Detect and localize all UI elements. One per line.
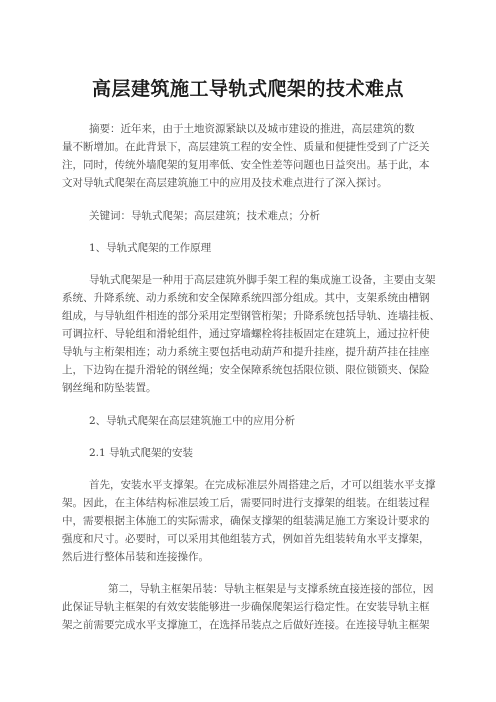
- section-heading-1: 1、导轨式爬架的工作原理: [89, 242, 212, 254]
- body-line: 组成，与导轨组件相连的部分采用定型钢管桁架；升降系统包括导轨、连墙挂板、: [62, 310, 440, 322]
- body-line: 系统、升降系统、动力系统和安全保障系统四部分组成。其中，支架系统由槽钢: [62, 292, 430, 304]
- subsection-heading: 2.1 导轨式爬架的安装: [89, 447, 194, 459]
- body-line: 架。因此，在主体结构标准层竣工后，需要同时进行支撑架的组装。在组装过程: [62, 497, 430, 509]
- body-line: 导轨式爬架是一种用于高层建筑外脚手架工程的集成施工设备，主要由支架: [89, 274, 436, 286]
- abstract-line: 摘要：近年来，由于土地资源紧缺以及城市建设的推进，高层建筑的数: [89, 123, 415, 135]
- body-line: 然后进行整体吊装和连接操作。: [62, 551, 209, 563]
- document-title: 高层建筑施工导轨式爬架的技术难点: [91, 78, 404, 100]
- body-line: 首先，安装水平支撑架。在完成标准层外周搭建之后，才可以组装水平支撑: [89, 479, 436, 491]
- body-line: 强度和尺寸。必要时，可以采用其他组装方式，例如首先组装转角水平支撑架，: [62, 533, 430, 545]
- abstract-line: 量不断增加。在此背景下，高层建筑工程的安全性、质量和便捷性受到了广泛关: [62, 141, 430, 153]
- body-line: 可调拉杆、导轮组和滑轮组件，通过穿墙螺栓将挂板固定在建筑上，通过拉杆使: [62, 328, 430, 340]
- body-line: 第二，导轨主框架吊装：导轨主框架是与支撑系统直接连接的部位，因: [108, 583, 434, 595]
- abstract-line: 文对导轨式爬架在高层建筑施工中的应用及技术难点进行了深入探讨。: [62, 177, 388, 189]
- body-line: 架之前需要完成水平支撑施工，在选择吊装点之后做好连接。在连接导轨主框架: [62, 619, 430, 631]
- abstract-line: 注，同时，传统外墙爬架的复用率低、安全性差等问题也日益突出。基于此，本: [62, 159, 430, 171]
- body-line: 中，需要根据主体施工的实际需求，确保支撑架的组装满足施工方案设计要求的: [62, 515, 430, 527]
- body-line: 钢丝绳和防坠装置。: [62, 382, 157, 394]
- section-heading-2: 2、导轨式爬架在高层建筑施工中的应用分析: [89, 415, 296, 427]
- body-line: 上，下边钩在提升滑轮的钢丝绳；安全保障系统包括限位锁、限位锁锁夹、保险: [62, 364, 430, 376]
- body-line: 此保证导轨主框架的有效安装能够进一步确保爬架运行稳定性。在安装导轨主框: [62, 601, 430, 613]
- keywords: 关键词：导轨式爬架；高层建筑；技术难点；分析: [89, 210, 320, 222]
- body-line: 导轨与主桁架相连；动力系统主要包括电动葫芦和提升挂座，提升葫芦挂在挂座: [62, 346, 430, 358]
